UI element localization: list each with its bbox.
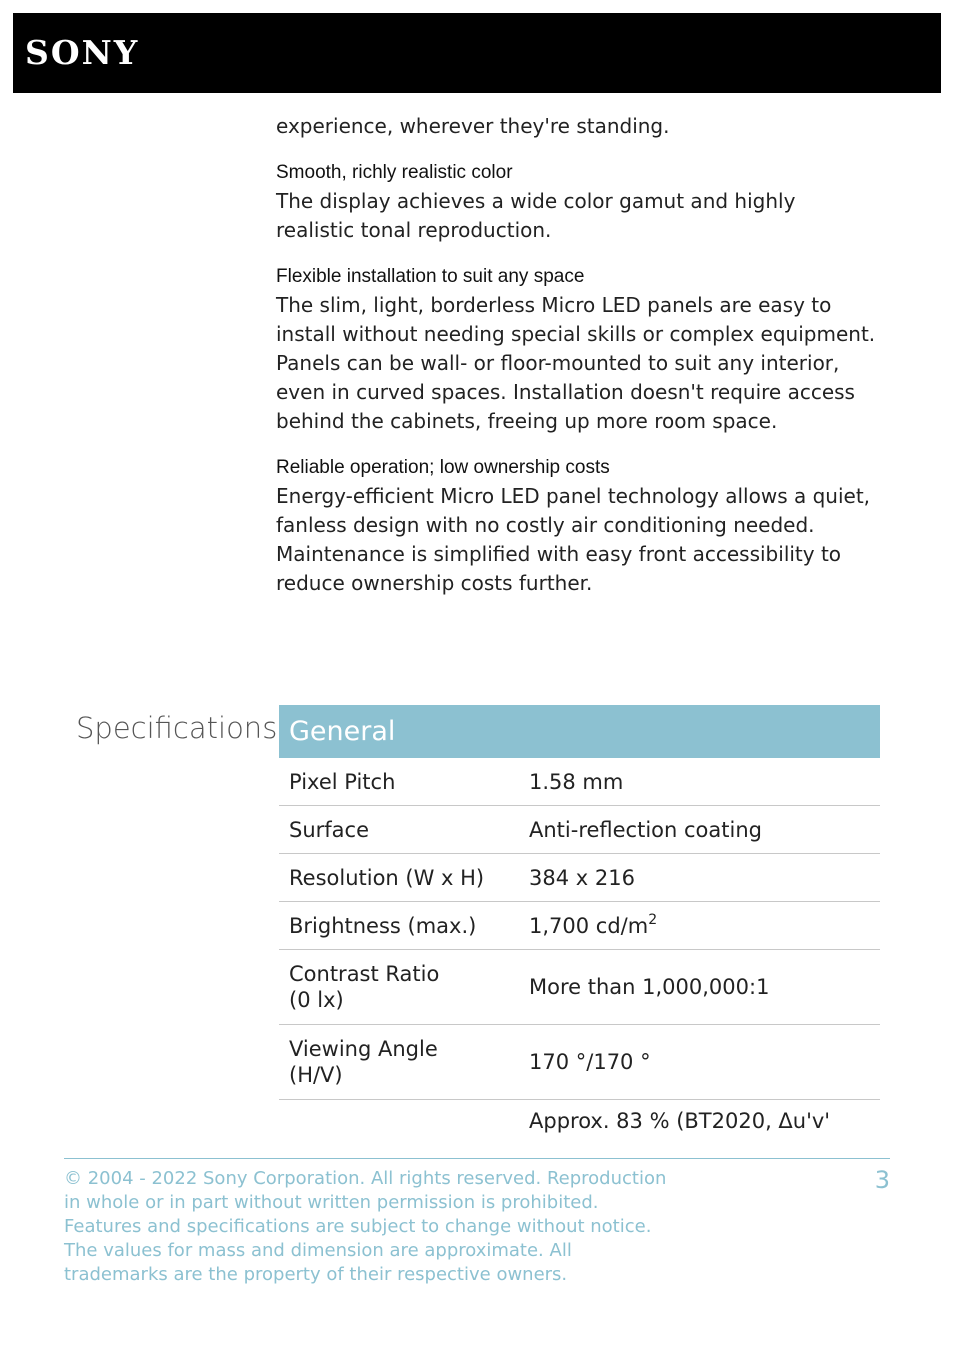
footer-divider <box>64 1158 890 1159</box>
spec-group-header <box>279 705 880 758</box>
section-body-installation: The slim, light, borderless Micro LED panels are easy to install without needing special skills or complex equipment. Panels can be wall- or floor-mounted to suit any interior, even in curved spaces. Installation doesn't require access behind the cabinets, freeing up more room space. <box>276 293 876 433</box>
spec-value <box>519 902 880 950</box>
spec-key-line1: Viewing Angle <box>289 1037 438 1061</box>
table-row <box>279 806 880 854</box>
table-row <box>279 854 880 902</box>
spec-key-line1: Contrast Ratio <box>289 962 440 986</box>
section-body-color: The display achieves a wide color gamut and highly realistic tonal reproduction. <box>276 189 796 242</box>
section-heading-installation: Flexible installation to suit any space <box>276 266 585 287</box>
spec-key <box>279 950 519 1025</box>
section-body-operation: Energy-efficient Micro LED panel technology allows a quiet, fanless design with no costly air conditioning needed. Maintenance is simplified with easy front accessibility to reduce ownership costs further. <box>276 484 871 595</box>
spec-key: Brightness (max.) <box>279 902 519 950</box>
page-number: 3 <box>874 1166 890 1194</box>
header-bar <box>13 13 941 93</box>
table-row <box>279 1100 880 1151</box>
spec-value-text: 1,700 cd/m <box>529 913 649 938</box>
spec-value: 384 x 216 <box>519 854 880 902</box>
spec-group-title: General <box>279 705 880 758</box>
spec-key <box>279 1025 519 1100</box>
table-row <box>279 950 880 1025</box>
intro-tail-text: experience, wherever they're standing. <box>276 114 670 138</box>
spec-value: Approx. 83 % (BT2020, Δu'v' <box>529 1109 831 1133</box>
spec-key-line2: (H/V) <box>289 1063 343 1087</box>
spec-key-line2: (0 lx) <box>289 988 344 1012</box>
superscript-exponent: 2 <box>648 911 658 928</box>
table-row <box>279 1025 880 1100</box>
spec-value: More than 1,000,000:1 <box>519 950 880 1025</box>
spec-value: 1.58 mm <box>519 758 880 806</box>
spec-key <box>279 1100 519 1151</box>
sony-logo: SONY <box>25 33 140 72</box>
footer-copyright: © 2004 - 2022 Sony Corporation. All rights reserved. Reproduction in whole or in part without written permission is prohibited. Features and specifications are subject to change without notice. The values for mass and dimension are approximate. All trademarks are the property of their respective owners. <box>64 1168 667 1285</box>
spec-table <box>279 705 880 1150</box>
spec-value: Anti-reflection coating <box>519 806 880 854</box>
table-row <box>279 902 880 950</box>
specifications-label: Specifications <box>76 711 278 745</box>
section-heading-operation: Reliable operation; low ownership costs <box>276 457 610 478</box>
spec-key: Surface <box>279 806 519 854</box>
spec-value: 170 °/170 ° <box>519 1025 880 1100</box>
spec-key: Resolution (W x H) <box>279 854 519 902</box>
table-row <box>279 758 880 806</box>
spec-key: Pixel Pitch <box>279 758 519 806</box>
section-heading-color: Smooth, richly realistic color <box>276 162 513 183</box>
feature-text <box>276 112 876 598</box>
